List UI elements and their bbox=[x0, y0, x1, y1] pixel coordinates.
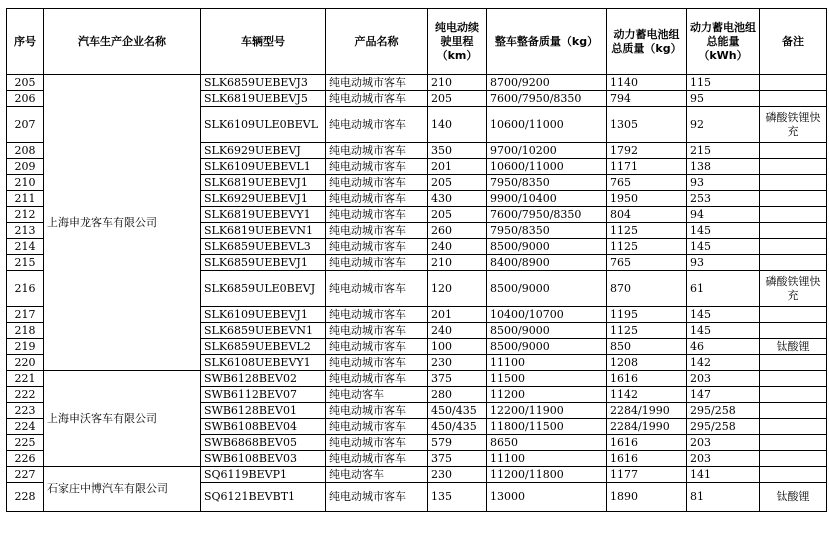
cell-mass: 7950/8350 bbox=[487, 223, 607, 239]
cell-no: 216 bbox=[7, 271, 44, 307]
cell-range: 260 bbox=[428, 223, 487, 239]
cell-mass: 13000 bbox=[487, 483, 607, 512]
cell-battery-energy: 145 bbox=[687, 223, 760, 239]
cell-range: 210 bbox=[428, 255, 487, 271]
cell-battery-mass: 1140 bbox=[607, 75, 687, 91]
cell-note: 磷酸铁锂快充 bbox=[760, 271, 827, 307]
cell-battery-energy: 94 bbox=[687, 207, 760, 223]
cell-no: 214 bbox=[7, 239, 44, 255]
cell-battery-energy: 93 bbox=[687, 255, 760, 271]
cell-no: 220 bbox=[7, 355, 44, 371]
cell-model: SLK6109UEBEVJ1 bbox=[201, 307, 326, 323]
cell-battery-mass: 1616 bbox=[607, 435, 687, 451]
cell-battery-mass: 1177 bbox=[607, 467, 687, 483]
cell-note bbox=[760, 255, 827, 271]
cell-no: 208 bbox=[7, 143, 44, 159]
cell-no: 215 bbox=[7, 255, 44, 271]
cell-battery-energy: 295/258 bbox=[687, 419, 760, 435]
cell-company: 上海申沃客车有限公司 bbox=[44, 371, 201, 467]
cell-range: 201 bbox=[428, 159, 487, 175]
cell-mass: 8500/9000 bbox=[487, 271, 607, 307]
header-range: 纯电动续驶里程（km） bbox=[428, 9, 487, 75]
cell-range: 375 bbox=[428, 451, 487, 467]
cell-model: SWB6128BEV01 bbox=[201, 403, 326, 419]
cell-note bbox=[760, 387, 827, 403]
cell-product: 纯电动城市客车 bbox=[326, 75, 428, 91]
cell-battery-mass: 1792 bbox=[607, 143, 687, 159]
cell-mass: 7950/8350 bbox=[487, 175, 607, 191]
cell-battery-mass: 1305 bbox=[607, 107, 687, 143]
cell-battery-mass: 1616 bbox=[607, 451, 687, 467]
cell-mass: 12200/11900 bbox=[487, 403, 607, 419]
table-row bbox=[7, 75, 827, 91]
cell-mass: 8500/9000 bbox=[487, 323, 607, 339]
cell-battery-mass: 1890 bbox=[607, 483, 687, 512]
cell-battery-mass: 1125 bbox=[607, 223, 687, 239]
cell-no: 218 bbox=[7, 323, 44, 339]
cell-battery-mass: 1125 bbox=[607, 239, 687, 255]
cell-mass: 11100 bbox=[487, 355, 607, 371]
cell-mass: 8500/9000 bbox=[487, 239, 607, 255]
vehicle-catalog-table bbox=[6, 8, 827, 512]
cell-note bbox=[760, 75, 827, 91]
cell-battery-mass: 850 bbox=[607, 339, 687, 355]
cell-range: 450/435 bbox=[428, 403, 487, 419]
cell-note bbox=[760, 239, 827, 255]
cell-note bbox=[760, 175, 827, 191]
cell-product: 纯电动城市客车 bbox=[326, 307, 428, 323]
cell-mass: 7600/7950/8350 bbox=[487, 91, 607, 107]
cell-range: 201 bbox=[428, 307, 487, 323]
cell-model: SLK6859UEBEVJ1 bbox=[201, 255, 326, 271]
header-mass: 整车整备质量（kg） bbox=[487, 9, 607, 75]
cell-mass: 9900/10400 bbox=[487, 191, 607, 207]
cell-product: 纯电动城市客车 bbox=[326, 207, 428, 223]
cell-battery-mass: 1616 bbox=[607, 371, 687, 387]
cell-battery-mass: 1950 bbox=[607, 191, 687, 207]
cell-company: 石家庄中博汽车有限公司 bbox=[44, 467, 201, 512]
cell-model: SLK6859ULE0BEVJ bbox=[201, 271, 326, 307]
cell-model: SLK6108UEBEVY1 bbox=[201, 355, 326, 371]
cell-battery-mass: 1208 bbox=[607, 355, 687, 371]
cell-note bbox=[760, 223, 827, 239]
cell-mass: 8500/9000 bbox=[487, 339, 607, 355]
cell-battery-mass: 1171 bbox=[607, 159, 687, 175]
cell-note bbox=[760, 143, 827, 159]
cell-range: 230 bbox=[428, 467, 487, 483]
cell-battery-energy: 145 bbox=[687, 307, 760, 323]
cell-note bbox=[760, 403, 827, 419]
cell-range: 280 bbox=[428, 387, 487, 403]
cell-product: 纯电动城市客车 bbox=[326, 223, 428, 239]
table-row bbox=[7, 371, 827, 387]
cell-mass: 10600/11000 bbox=[487, 159, 607, 175]
cell-no: 205 bbox=[7, 75, 44, 91]
cell-battery-energy: 203 bbox=[687, 371, 760, 387]
cell-mass: 9700/10200 bbox=[487, 143, 607, 159]
cell-mass: 8650 bbox=[487, 435, 607, 451]
cell-battery-mass: 2284/1990 bbox=[607, 403, 687, 419]
cell-model: SWB6108BEV03 bbox=[201, 451, 326, 467]
cell-note bbox=[760, 191, 827, 207]
cell-range: 205 bbox=[428, 91, 487, 107]
cell-product: 纯电动城市客车 bbox=[326, 371, 428, 387]
cell-note bbox=[760, 207, 827, 223]
cell-model: SLK6819UEBEVY1 bbox=[201, 207, 326, 223]
cell-mass: 10400/10700 bbox=[487, 307, 607, 323]
cell-no: 207 bbox=[7, 107, 44, 143]
cell-mass: 11800/11500 bbox=[487, 419, 607, 435]
cell-note bbox=[760, 307, 827, 323]
cell-no: 210 bbox=[7, 175, 44, 191]
cell-no: 227 bbox=[7, 467, 44, 483]
cell-no: 206 bbox=[7, 91, 44, 107]
cell-model: SLK6819UEBEVJ5 bbox=[201, 91, 326, 107]
cell-note: 钛酸锂 bbox=[760, 339, 827, 355]
cell-note bbox=[760, 323, 827, 339]
cell-product: 纯电动城市客车 bbox=[326, 255, 428, 271]
table-header-row bbox=[7, 9, 827, 75]
table-body bbox=[7, 75, 827, 512]
cell-product: 纯电动客车 bbox=[326, 387, 428, 403]
cell-note: 钛酸锂 bbox=[760, 483, 827, 512]
cell-battery-energy: 253 bbox=[687, 191, 760, 207]
cell-range: 375 bbox=[428, 371, 487, 387]
cell-model: SLK6819UEBEVJ1 bbox=[201, 175, 326, 191]
cell-battery-energy: 203 bbox=[687, 451, 760, 467]
cell-mass: 11100 bbox=[487, 451, 607, 467]
cell-model: SQ6119BEVP1 bbox=[201, 467, 326, 483]
cell-model: SQ6121BEVBT1 bbox=[201, 483, 326, 512]
cell-range: 205 bbox=[428, 175, 487, 191]
cell-no: 219 bbox=[7, 339, 44, 355]
cell-product: 纯电动城市客车 bbox=[326, 419, 428, 435]
cell-battery-energy: 203 bbox=[687, 435, 760, 451]
cell-no: 224 bbox=[7, 419, 44, 435]
cell-product: 纯电动客车 bbox=[326, 467, 428, 483]
cell-note bbox=[760, 451, 827, 467]
cell-range: 210 bbox=[428, 75, 487, 91]
header-model: 车辆型号 bbox=[201, 9, 326, 75]
cell-range: 135 bbox=[428, 483, 487, 512]
cell-model: SLK6859UEBEVL3 bbox=[201, 239, 326, 255]
cell-model: SLK6859UEBEVJ3 bbox=[201, 75, 326, 91]
cell-mass: 11200/11800 bbox=[487, 467, 607, 483]
cell-battery-energy: 142 bbox=[687, 355, 760, 371]
cell-product: 纯电动城市客车 bbox=[326, 355, 428, 371]
cell-note: 磷酸铁锂快充 bbox=[760, 107, 827, 143]
header-product: 产品名称 bbox=[326, 9, 428, 75]
cell-product: 纯电动城市客车 bbox=[326, 323, 428, 339]
cell-mass: 7600/7950/8350 bbox=[487, 207, 607, 223]
cell-product: 纯电动城市客车 bbox=[326, 175, 428, 191]
cell-battery-energy: 295/258 bbox=[687, 403, 760, 419]
cell-no: 225 bbox=[7, 435, 44, 451]
header-note: 备注 bbox=[760, 9, 827, 75]
cell-range: 430 bbox=[428, 191, 487, 207]
cell-product: 纯电动城市客车 bbox=[326, 143, 428, 159]
document-page bbox=[6, 8, 826, 512]
cell-no: 212 bbox=[7, 207, 44, 223]
cell-product: 纯电动城市客车 bbox=[326, 271, 428, 307]
cell-note bbox=[760, 159, 827, 175]
cell-battery-energy: 95 bbox=[687, 91, 760, 107]
cell-model: SWB6868BEV05 bbox=[201, 435, 326, 451]
cell-product: 纯电动城市客车 bbox=[326, 191, 428, 207]
cell-battery-mass: 1125 bbox=[607, 323, 687, 339]
cell-battery-energy: 92 bbox=[687, 107, 760, 143]
cell-range: 230 bbox=[428, 355, 487, 371]
cell-no: 228 bbox=[7, 483, 44, 512]
cell-no: 213 bbox=[7, 223, 44, 239]
header-battery-mass: 动力蓄电池组总质量（kg） bbox=[607, 9, 687, 75]
cell-product: 纯电动城市客车 bbox=[326, 435, 428, 451]
cell-battery-energy: 145 bbox=[687, 323, 760, 339]
cell-no: 221 bbox=[7, 371, 44, 387]
header-company: 汽车生产企业名称 bbox=[44, 9, 201, 75]
cell-mass: 10600/11000 bbox=[487, 107, 607, 143]
cell-battery-energy: 115 bbox=[687, 75, 760, 91]
cell-battery-mass: 794 bbox=[607, 91, 687, 107]
cell-battery-energy: 138 bbox=[687, 159, 760, 175]
cell-battery-mass: 1142 bbox=[607, 387, 687, 403]
cell-product: 纯电动城市客车 bbox=[326, 451, 428, 467]
header-battery-energy: 动力蓄电池组总能量（kWh） bbox=[687, 9, 760, 75]
table-row bbox=[7, 467, 827, 483]
cell-model: SWB6108BEV04 bbox=[201, 419, 326, 435]
cell-range: 205 bbox=[428, 207, 487, 223]
cell-battery-mass: 870 bbox=[607, 271, 687, 307]
header-no: 序号 bbox=[7, 9, 44, 75]
cell-battery-energy: 141 bbox=[687, 467, 760, 483]
cell-note bbox=[760, 91, 827, 107]
cell-company: 上海申龙客车有限公司 bbox=[44, 75, 201, 371]
cell-model: SLK6929UEBEVJ bbox=[201, 143, 326, 159]
cell-product: 纯电动城市客车 bbox=[326, 403, 428, 419]
cell-no: 226 bbox=[7, 451, 44, 467]
cell-battery-mass: 804 bbox=[607, 207, 687, 223]
cell-no: 223 bbox=[7, 403, 44, 419]
cell-mass: 11200 bbox=[487, 387, 607, 403]
cell-model: SWB6112BEV07 bbox=[201, 387, 326, 403]
cell-battery-mass: 765 bbox=[607, 255, 687, 271]
cell-battery-mass: 1195 bbox=[607, 307, 687, 323]
cell-model: SLK6929UEBEVJ1 bbox=[201, 191, 326, 207]
cell-note bbox=[760, 355, 827, 371]
cell-model: SWB6128BEV02 bbox=[201, 371, 326, 387]
cell-product: 纯电动城市客车 bbox=[326, 91, 428, 107]
cell-model: SLK6859UEBEVL2 bbox=[201, 339, 326, 355]
cell-range: 350 bbox=[428, 143, 487, 159]
cell-range: 240 bbox=[428, 239, 487, 255]
cell-battery-energy: 81 bbox=[687, 483, 760, 512]
cell-range: 450/435 bbox=[428, 419, 487, 435]
cell-battery-mass: 765 bbox=[607, 175, 687, 191]
cell-battery-energy: 46 bbox=[687, 339, 760, 355]
cell-battery-energy: 145 bbox=[687, 239, 760, 255]
cell-battery-mass: 2284/1990 bbox=[607, 419, 687, 435]
cell-note bbox=[760, 467, 827, 483]
cell-no: 222 bbox=[7, 387, 44, 403]
cell-battery-energy: 61 bbox=[687, 271, 760, 307]
cell-range: 120 bbox=[428, 271, 487, 307]
cell-no: 209 bbox=[7, 159, 44, 175]
cell-product: 纯电动城市客车 bbox=[326, 239, 428, 255]
cell-battery-energy: 147 bbox=[687, 387, 760, 403]
cell-product: 纯电动城市客车 bbox=[326, 339, 428, 355]
cell-note bbox=[760, 419, 827, 435]
cell-range: 579 bbox=[428, 435, 487, 451]
cell-range: 240 bbox=[428, 323, 487, 339]
cell-product: 纯电动城市客车 bbox=[326, 107, 428, 143]
cell-model: SLK6859UEBEVN1 bbox=[201, 323, 326, 339]
cell-note bbox=[760, 435, 827, 451]
cell-range: 100 bbox=[428, 339, 487, 355]
cell-battery-energy: 215 bbox=[687, 143, 760, 159]
cell-note bbox=[760, 371, 827, 387]
cell-no: 211 bbox=[7, 191, 44, 207]
cell-mass: 8400/8900 bbox=[487, 255, 607, 271]
cell-no: 217 bbox=[7, 307, 44, 323]
cell-battery-energy: 93 bbox=[687, 175, 760, 191]
cell-product: 纯电动城市客车 bbox=[326, 483, 428, 512]
cell-model: SLK6109ULE0BEVL bbox=[201, 107, 326, 143]
cell-mass: 8700/9200 bbox=[487, 75, 607, 91]
cell-model: SLK6109UEBEVL1 bbox=[201, 159, 326, 175]
cell-model: SLK6819UEBEVN1 bbox=[201, 223, 326, 239]
cell-product: 纯电动城市客车 bbox=[326, 159, 428, 175]
cell-mass: 11500 bbox=[487, 371, 607, 387]
cell-range: 140 bbox=[428, 107, 487, 143]
